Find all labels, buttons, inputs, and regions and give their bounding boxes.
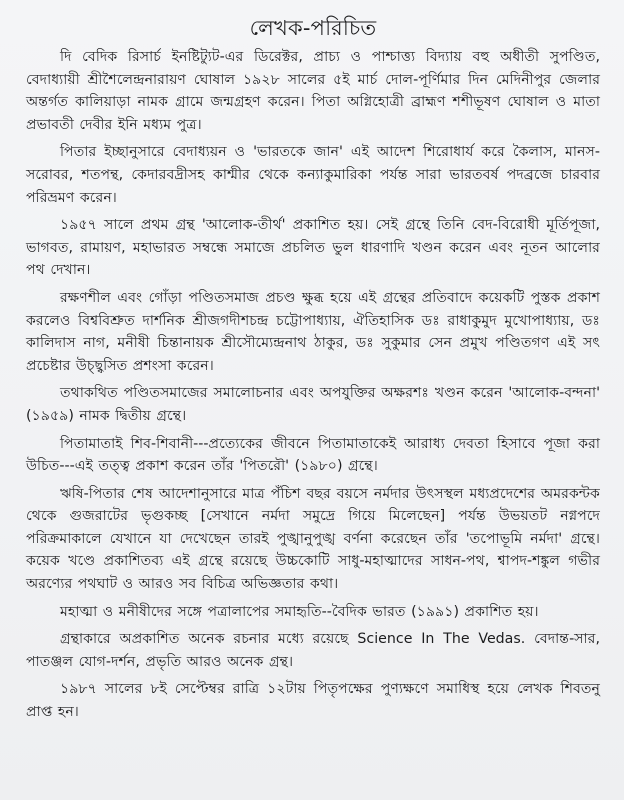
- paragraph-birth: দি বেদিক রিসার্চ ইনষ্টিট্যুট-এর ডিরেক্টর, প্রাচ্য ও পাশ্চাত্ত্য বিদ্যায় বহু অধীতী সুপণ্ডিত, বেদাধ্যায়ী শ্রীশৈলেন্দ্রনারায়ণ ঘোষাল ১৯২৮ সালের ৫ই মার্চ দোল-পূর্ণিমার দিন মেদিনীপুর জেলার অন্তর্গত কালিয়াড়া নামক গ্রামে জন্মগ্রহণ করেন। পিতা অগ্নিহোত্রী ব্রাহ্মণ শশীভূষণ ঘোষাল ও মাতা প্রভাবতী দেবীর ইনি মধ্যম পুত্র।: [26, 49, 600, 133]
- page-title: লেখক-পরিচিত: [249, 16, 377, 40]
- paragraph-first-book: ১৯৫৭ সালে প্রথম গ্রন্থ 'আলোক-তীর্থ' প্রকাশিত হয়। সেই গ্রন্থে তিনি বেদ-বিরোধী মূর্তিপূজা, ভাগবত, রামায়ণ, মহাভারত সম্বন্ধে সমাজে প্রচলিত ভুল ধারণাদি খণ্ডন করেন এবং নূতন আলোর পথ দেখান।: [26, 217, 600, 279]
- paragraph-unpublished: গ্রন্থাকারে অপ্রকাশিত অনেক রচনার মধ্যে রয়েছে Science In The Vedas. বেদান্ত-সার, পাতঞ্জল যোগ-দর্শন, প্রভৃতি আরও অনেক গ্রন্থ।: [26, 631, 600, 670]
- paragraph-pitarau: পিতামাতাই শিব-শিবানী---প্রত্যেকের জীবনে পিতামাতাকেই আরাধ্য দেবতা হিসাবে পূজা করা উচিত---এই তত্ত্ব প্রকাশ করেন তাঁর 'পিতরৌ' (১৯৮০) গ্রন্থে।: [26, 435, 600, 475]
- paragraph-travels: পিতার ইচ্ছানুসারে বেদাধ্যয়ন ও 'ভারতকে জান' এই আদেশ শিরোধার্য করে কৈলাস, মানস-সরোবর, শতপন্থ, কেদারবদ্রীসহ কাশ্মীর থেকে কন্যাকুমারিকা পর্যন্ত সারা ভারতবর্ষ পদব্রজে চারবার পরিভ্রমণ করেন।: [26, 144, 600, 206]
- paragraph-narmada: ঋষি-পিতার শেষ আদেশানুসারে মাত্র পঁচিশ বছর বয়সে নর্মদার উৎসস্থল মধ্যপ্রদেশের অমরকন্টক থেকে গুজরাটের ভৃগুকচ্ছ [সেখানে নর্মদা সমুদ্রে গিয়ে মিলেছেন] পর্যন্ত উভয়তট নগ্নপদে পরিক্রমাকালে যেখানে যা দেখেছেন তারই পুঙ্খানুপুঙ্খ বর্ণনা করেছেন তাঁর 'তপোভূমি নর্মদা' গ্রন্থে। কয়েক খণ্ডে প্রকাশিতব্য এই গ্রন্থে রয়েছে উচ্চকোটি সাধু-মহাত্মাদের সাধন-পথ, শ্বাপদ-শঙ্কুল গভীর অরণ্যের পথঘাট ও আরও সব বিচিত্র অভিজ্ঞতার কথা।: [26, 485, 600, 593]
- paragraph-second-book: তথাকথিত পণ্ডিতসমাজের সমালোচনার এবং অপযুক্তির অক্ষরশঃ খণ্ডন করেন 'আলোক-বন্দনা' (১৯৫৯) নামক দ্বিতীয় গ্রন্থে।: [26, 385, 600, 424]
- paragraph-letters: মহাত্মা ও মনীষীদের সঙ্গে পত্রালাপের সমাহৃতি--বৈদিক ভারত (১৯৯১) প্রকাশিত হয়।: [60, 603, 539, 620]
- paragraph-reception: রক্ষণশীল এবং গোঁড়া পণ্ডিতসমাজ প্রচণ্ড ক্ষুব্ধ হয়ে এই গ্রন্থের প্রতিবাদে কয়েকটি পুস্তক প্রকাশ করলেও বিশ্ববিশ্রুত দার্শনিক শ্রীজগদীশচন্দ্র চট্টোপাধ্যায়, ঐতিহাসিক ডঃ রাধাকুমুদ মুখোপাধ্যায়, ডঃ কালিদাস নাগ, মনীষী চিন্তানায়ক শ্রীসৌম্যেন্দ্রনাথ ঠাকুর, ডঃ সুকুমার সেন প্রমুখ পণ্ডিতগণ এই সৎ প্রচেষ্টার উচ্ছ্বসিত প্রশংসা করেন।: [26, 289, 600, 374]
- paragraph-death: ১৯৮৭ সালের ৮ই সেপ্টেম্বর রাত্রি ১২টায় পিতৃপক্ষের পুণ্যক্ষণে সমাধিস্থ হয়ে লেখক শিবতনু প্রাপ্ত হন।: [26, 681, 600, 721]
